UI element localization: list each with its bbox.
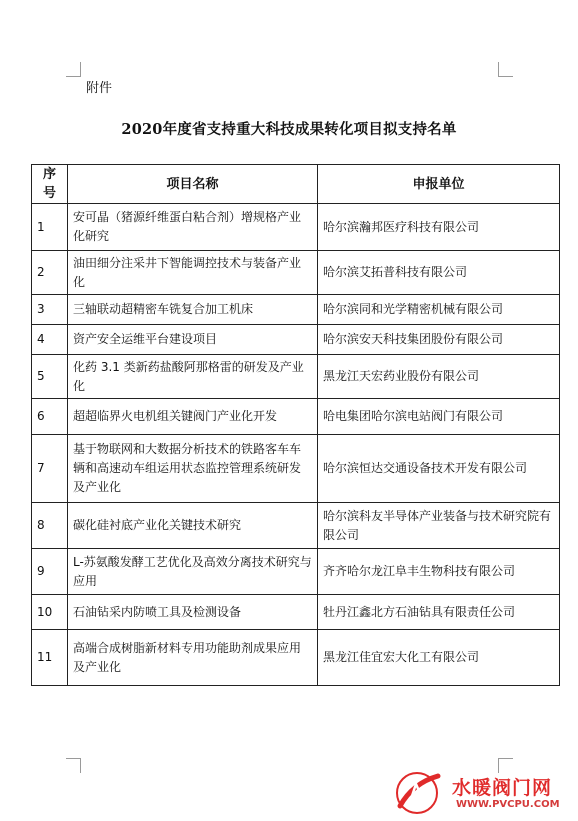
row-seq: 1 [32, 204, 68, 251]
row-project: 资产安全运维平台建设项目 [68, 325, 318, 355]
row-unit: 哈电集团哈尔滨电站阀门有限公司 [318, 399, 560, 435]
row-project: L-苏氨酸发酵工艺优化及高效分离技术研究与应用 [68, 549, 318, 595]
row-seq: 2 [32, 251, 68, 295]
row-project: 基于物联网和大数据分析技术的铁路客车车辆和高速动车组运用状态监控管理系统研发及产业化 [68, 435, 318, 503]
row-unit: 哈尔滨瀚邦医疗科技有限公司 [318, 204, 560, 251]
row-seq: 6 [32, 399, 68, 435]
row-unit: 哈尔滨科友半导体产业装备与技术研究院有限公司 [318, 503, 560, 549]
page-corner-mark [66, 758, 81, 773]
row-unit: 牡丹江鑫北方石油钻具有限责任公司 [318, 595, 560, 630]
row-unit: 黑龙江天宏药业股份有限公司 [318, 355, 560, 399]
row-seq: 5 [32, 355, 68, 399]
table-row [32, 503, 560, 549]
table-row [32, 595, 560, 630]
row-project: 高端合成树脂新材料专用功能助剂成果应用及产业化 [68, 630, 318, 686]
row-unit: 哈尔滨艾拓普科技有限公司 [318, 251, 560, 295]
row-project: 安可晶（猪源纤维蛋白粘合剂）增规格产业化研究 [68, 204, 318, 251]
attachment-label: 附件 [86, 81, 113, 96]
row-project: 油田细分注采井下智能调控技术与装备产业化 [68, 251, 318, 295]
row-project: 三轴联动超精密车铣复合加工机床 [68, 295, 318, 325]
row-project: 碳化硅衬底产业化关键技术研究 [68, 503, 318, 549]
row-unit: 哈尔滨同和光学精密机械有限公司 [318, 295, 560, 325]
row-seq: 10 [32, 595, 68, 630]
row-project: 石油钻采内防喷工具及检测设备 [68, 595, 318, 630]
row-seq: 9 [32, 549, 68, 595]
watermark-site-url: WWW.PVCPU.COM [456, 799, 560, 810]
page-corner-mark [498, 62, 513, 77]
table-row [32, 325, 560, 355]
table-row [32, 204, 560, 251]
row-seq: 7 [32, 435, 68, 503]
project-table [31, 164, 560, 686]
row-unit: 黑龙江佳宜宏大化工有限公司 [318, 630, 560, 686]
row-project: 超超临界火电机组关键阀门产业化开发 [68, 399, 318, 435]
watermark-site-name: 水暖阀门网 [452, 777, 553, 799]
table-row [32, 549, 560, 595]
table-row [32, 630, 560, 686]
row-seq: 3 [32, 295, 68, 325]
column-header-unit: 申报单位 [318, 165, 560, 204]
row-seq: 8 [32, 503, 68, 549]
table-row [32, 295, 560, 325]
table-row [32, 251, 560, 295]
row-unit: 哈尔滨安天科技集团股份有限公司 [318, 325, 560, 355]
site-watermark [392, 768, 574, 818]
column-header-project: 项目名称 [68, 165, 318, 204]
table-row [32, 399, 560, 435]
row-seq: 11 [32, 630, 68, 686]
row-unit: 哈尔滨恒达交通设备技术开发有限公司 [318, 435, 560, 503]
row-unit: 齐齐哈尔龙江阜丰生物科技有限公司 [318, 549, 560, 595]
document-title: 2020年度省支持重大科技成果转化项目拟支持名单 [121, 121, 457, 138]
valve-logo-icon [392, 768, 444, 818]
table-row [32, 355, 560, 399]
column-header-seq: 序号 [32, 165, 68, 204]
table-row [32, 435, 560, 503]
page-corner-mark [66, 62, 81, 77]
row-seq: 4 [32, 325, 68, 355]
table-header-row [32, 165, 560, 204]
row-project: 化药 3.1 类新药盐酸阿那格雷的研发及产业化 [68, 355, 318, 399]
